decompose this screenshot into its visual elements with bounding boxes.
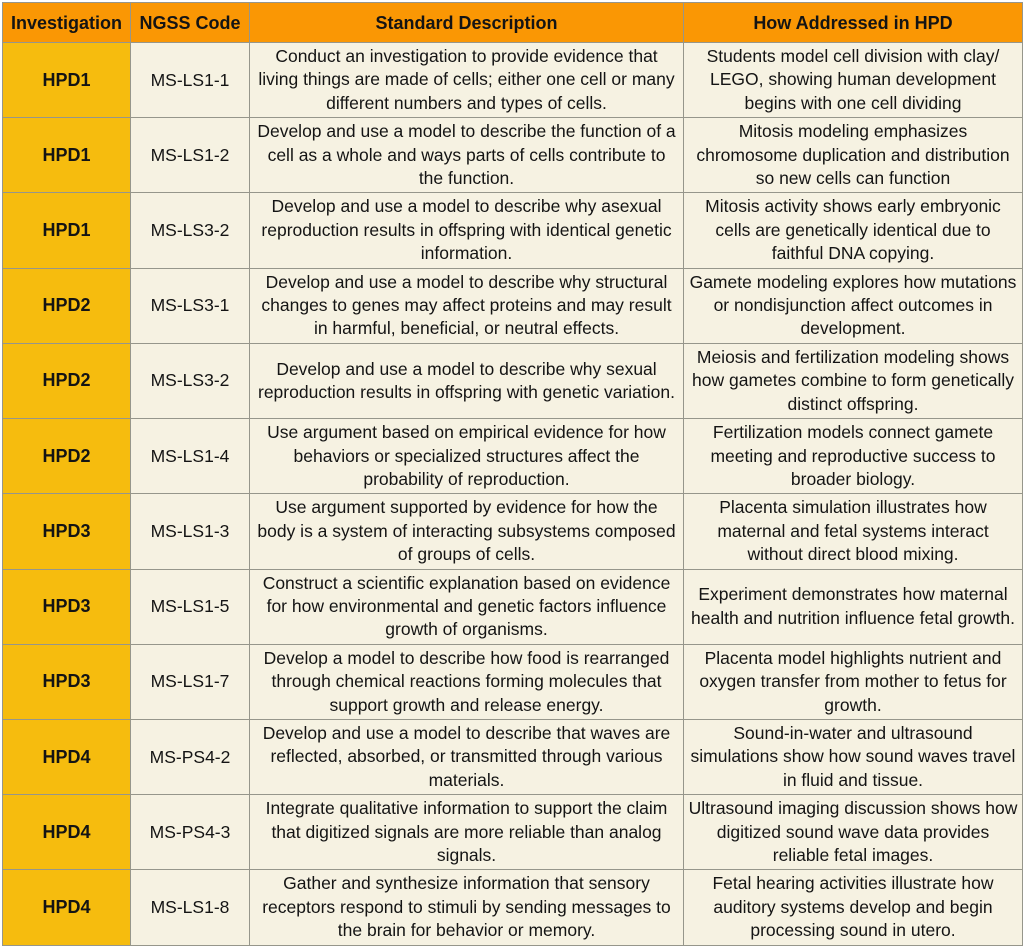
table-row [3, 795, 1023, 870]
addressed-cell: Fetal hearing activities illustrate how auditory systems develop and begin processing sound in utero. [684, 870, 1023, 945]
table-row [3, 569, 1023, 644]
ngss-code-cell: MS-PS4-3 [131, 795, 250, 870]
investigation-cell: HPD1 [3, 43, 131, 118]
table-body [3, 43, 1023, 946]
investigation-cell: HPD1 [3, 193, 131, 268]
description-cell: Develop a model to describe how food is rearranged through chemical reactions forming molecules that support growth and release energy. [250, 644, 684, 719]
description-cell: Develop and use a model to describe why asexual reproduction results in offspring with identical genetic information. [250, 193, 684, 268]
header-row [3, 3, 1023, 43]
addressed-cell: Gamete modeling explores how mutations or nondisjunction affect outcomes in development. [684, 268, 1023, 343]
description-cell: Conduct an investigation to provide evidence that living things are made of cells; either one cell or many different numbers and types of cells. [250, 43, 684, 118]
ngss-code-cell: MS-LS1-1 [131, 43, 250, 118]
table-row [3, 870, 1023, 945]
description-cell: Use argument based on empirical evidence for how behaviors or specialized structures affect the probability of reproduction. [250, 419, 684, 494]
table-row [3, 343, 1023, 418]
investigation-cell: HPD4 [3, 795, 131, 870]
description-cell: Gather and synthesize information that sensory receptors respond to stimuli by sending messages to the brain for behavior or memory. [250, 870, 684, 945]
table-row [3, 268, 1023, 343]
ngss-code-cell: MS-LS1-3 [131, 494, 250, 569]
addressed-cell: Students model cell division with clay/ LEGO, showing human development begins with one cell dividing [684, 43, 1023, 118]
description-cell: Develop and use a model to describe that waves are reflected, absorbed, or transmitted through various materials. [250, 719, 684, 794]
ngss-code-cell: MS-LS1-5 [131, 569, 250, 644]
addressed-cell: Mitosis modeling emphasizes chromosome duplication and distribution so new cells can function [684, 118, 1023, 193]
investigation-cell: HPD4 [3, 719, 131, 794]
table-row [3, 419, 1023, 494]
addressed-cell: Ultrasound imaging discussion shows how digitized sound wave data provides reliable fetal images. [684, 795, 1023, 870]
table-row [3, 43, 1023, 118]
table-row [3, 118, 1023, 193]
addressed-cell: Fertilization models connect gamete meeting and reproductive success to broader biology. [684, 419, 1023, 494]
investigation-cell: HPD4 [3, 870, 131, 945]
description-cell: Construct a scientific explanation based on evidence for how environmental and genetic factors influence growth of organisms. [250, 569, 684, 644]
investigation-cell: HPD2 [3, 268, 131, 343]
table-row [3, 494, 1023, 569]
ngss-code-cell: MS-LS1-7 [131, 644, 250, 719]
ngss-code-cell: MS-LS1-2 [131, 118, 250, 193]
addressed-cell: Sound-in-water and ultrasound simulations show how sound waves travel in fluid and tissue. [684, 719, 1023, 794]
investigation-cell: HPD3 [3, 644, 131, 719]
ngss-code-cell: MS-LS1-4 [131, 419, 250, 494]
ngss-code-cell: MS-LS3-2 [131, 343, 250, 418]
column-header-ngss-code: NGSS Code [131, 3, 250, 43]
table-row [3, 193, 1023, 268]
ngss-code-cell: MS-LS3-2 [131, 193, 250, 268]
description-cell: Use argument supported by evidence for how the body is a system of interacting subsystems composed of groups of cells. [250, 494, 684, 569]
addressed-cell: Placenta model highlights nutrient and oxygen transfer from mother to fetus for growth. [684, 644, 1023, 719]
ngss-standards-table [2, 2, 1023, 946]
table-row [3, 719, 1023, 794]
description-cell: Develop and use a model to describe why sexual reproduction results in offspring with genetic variation. [250, 343, 684, 418]
table-row [3, 644, 1023, 719]
column-header-standard-description: Standard Description [250, 3, 684, 43]
addressed-cell: Placenta simulation illustrates how maternal and fetal systems interact without direct blood mixing. [684, 494, 1023, 569]
addressed-cell: Meiosis and fertilization modeling shows how gametes combine to form genetically distinct offspring. [684, 343, 1023, 418]
ngss-code-cell: MS-PS4-2 [131, 719, 250, 794]
investigation-cell: HPD2 [3, 419, 131, 494]
investigation-cell: HPD3 [3, 569, 131, 644]
investigation-cell: HPD2 [3, 343, 131, 418]
column-header-investigation: Investigation [3, 3, 131, 43]
description-cell: Integrate qualitative information to support the claim that digitized signals are more reliable than analog signals. [250, 795, 684, 870]
addressed-cell: Mitosis activity shows early embryonic cells are genetically identical due to faithful DNA copying. [684, 193, 1023, 268]
description-cell: Develop and use a model to describe the function of a cell as a whole and ways parts of cells contribute to the function. [250, 118, 684, 193]
table-header [3, 3, 1023, 43]
investigation-cell: HPD3 [3, 494, 131, 569]
description-cell: Develop and use a model to describe why structural changes to genes may affect proteins and may result in harmful, beneficial, or neutral effects. [250, 268, 684, 343]
ngss-code-cell: MS-LS1-8 [131, 870, 250, 945]
ngss-code-cell: MS-LS3-1 [131, 268, 250, 343]
investigation-cell: HPD1 [3, 118, 131, 193]
column-header-how-addressed: How Addressed in HPD [684, 3, 1023, 43]
addressed-cell: Experiment demonstrates how maternal health and nutrition influence fetal growth. [684, 569, 1023, 644]
